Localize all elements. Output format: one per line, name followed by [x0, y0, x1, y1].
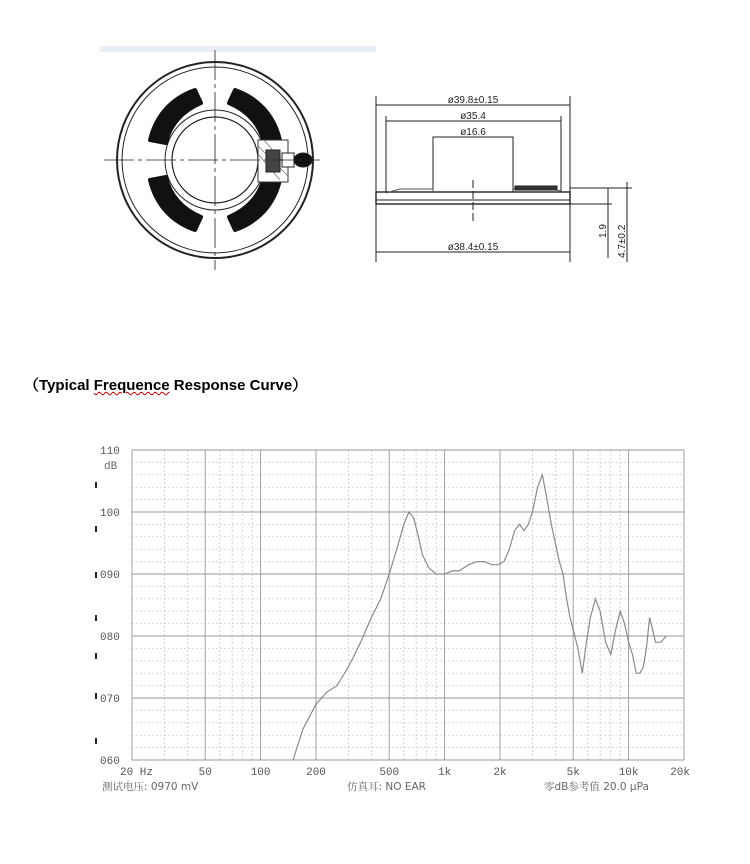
- x-tick-label: 20 Hz: [120, 767, 154, 779]
- dim-inner: ø16.6: [460, 127, 486, 138]
- y-tick-label: 060: [100, 756, 120, 768]
- dim-height-total: 4.7±0.2: [617, 224, 628, 258]
- x-tick-label: 50: [198, 767, 212, 779]
- x-tick-label: 200: [306, 767, 326, 779]
- dim-mid: ø35.4: [460, 111, 486, 122]
- y-tick-label: 110: [100, 446, 120, 458]
- x-tick-label: 500: [379, 767, 400, 779]
- frequency-response-title: [24, 374, 307, 395]
- dim-height-small: 1.9: [598, 224, 609, 238]
- x-tick-label: 2k: [493, 767, 507, 779]
- chart-background: [92, 438, 692, 798]
- speaker-front-view: [104, 50, 320, 270]
- title-close-paren: ）: [292, 377, 308, 394]
- speaker-side-view: [376, 96, 632, 262]
- slot-bottom-right: [229, 177, 280, 230]
- terminal-block: [258, 140, 312, 182]
- slot-top-left: [150, 90, 201, 143]
- y-tick-label: 090: [100, 570, 120, 582]
- title-word-frequence: Frequence: [93, 377, 170, 394]
- x-tick-label: 1k: [438, 767, 452, 779]
- slot-top-right: [229, 90, 280, 143]
- y-tick-label: 100: [100, 508, 120, 520]
- title-open-paren: （: [24, 377, 40, 394]
- speaker-technical-drawing: [0, 0, 750, 300]
- chart-footer: [102, 780, 649, 793]
- footer-ear: 仿真耳: NO EAR: [347, 781, 426, 793]
- scan-artifact: [100, 46, 376, 52]
- x-tick-label: 5k: [566, 767, 580, 779]
- dim-bottom: ø38.4±0.15: [447, 242, 499, 253]
- x-tick-label: 100: [250, 767, 271, 779]
- x-tick-label: 20k: [670, 767, 690, 779]
- title-word-rest: Response Curve: [173, 377, 293, 394]
- y-tick-label: 080: [100, 632, 120, 644]
- dim-outer-top: ø39.8±0.15: [447, 95, 499, 106]
- y-tick-label: 070: [100, 694, 120, 706]
- title-word-typical: Typical: [39, 377, 90, 394]
- frequency-response-chart: [92, 438, 692, 798]
- footer-reference: 零dB参考值 20.0 μPa: [544, 781, 649, 793]
- slot-bottom-left: [150, 177, 201, 230]
- footer-test-voltage: 测试电压: 0970 mV: [102, 781, 199, 793]
- x-tick-label: 10k: [618, 767, 639, 779]
- dimension-labels: [448, 95, 628, 258]
- y-unit-label: dB: [104, 461, 118, 473]
